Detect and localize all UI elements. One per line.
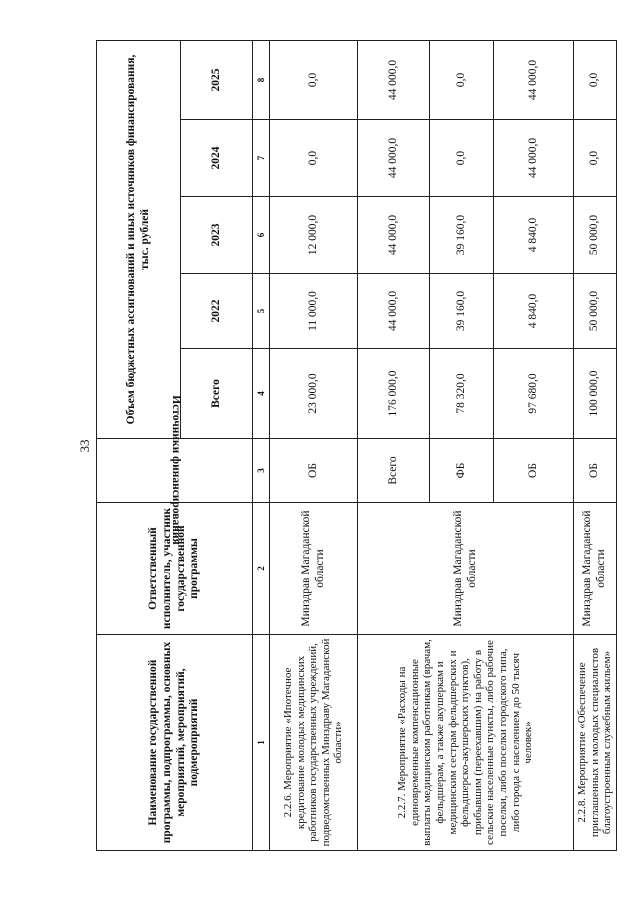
page-number: 33 [77,439,92,453]
value-total: 23 000,0 [270,349,358,439]
value-total: 97 680,0 [494,349,574,439]
source-cell: ОБ [574,439,617,503]
column-number: 6 [253,197,270,274]
value-2025: 0,0 [574,40,617,119]
header-row-main [97,40,181,850]
value-2023: 50 000,0 [574,197,617,274]
value-2023: 39 160,0 [430,197,494,274]
executor-cell: Минздрав Магаданской области [270,503,358,635]
column-number: 7 [253,120,270,197]
executor-cell: Минздрав Магаданской области [574,503,617,635]
value-2024: 0,0 [430,120,494,197]
activity-name: 2.2.8. Мероприятие «Обеспечение приглашенных и молодых специалистов благоустроенным служебным жильем» [574,635,617,851]
value-total: 176 000,0 [358,349,430,439]
source-cell: ОБ [270,439,358,503]
value-2023: 4 840,0 [494,197,574,274]
value-2022: 39 160,0 [430,274,494,349]
column-number: 4 [253,349,270,439]
value-2024: 44 000,0 [358,120,430,197]
value-2024: 44 000,0 [494,120,574,197]
column-number: 5 [253,274,270,349]
header-source-text: Источники финансирования [169,395,182,546]
value-2023: 12 000,0 [270,197,358,274]
column-number: 2 [253,503,270,635]
value-2022: 44 000,0 [358,274,430,349]
header-year-2025: 2025 [181,40,253,119]
column-number: 8 [253,40,270,119]
value-2025: 0,0 [270,40,358,119]
header-year-2022: 2022 [181,274,253,349]
value-2025: 44 000,0 [494,40,574,119]
executor-cell: Минздрав Магаданской области [358,503,574,635]
header-source [97,395,253,546]
activity-name: 2.2.6. Мероприятие «Ипотечное кредитование молодых медицинских работников государственных учреждений, подведомственных Минздраву Магаданской области» [270,635,358,851]
value-2022: 4 840,0 [494,274,574,349]
document-page [76,41,614,851]
source-cell: ОБ [494,439,574,503]
value-2022: 11 000,0 [270,274,358,349]
value-2024: 0,0 [574,120,617,197]
header-executor: Ответственный исполнитель, участник государственной программы [97,503,253,635]
value-2024: 0,0 [270,120,358,197]
header-year-2023: 2023 [181,197,253,274]
value-total: 100 000,0 [574,349,617,439]
source-cell: ФБ [430,439,494,503]
table-row [574,40,617,850]
value-2025: 0,0 [430,40,494,119]
column-number: 3 [253,439,270,503]
budget-table [96,40,617,851]
header-total: Всего [181,349,253,439]
value-2025: 44 000,0 [358,40,430,119]
table-row [358,40,430,850]
header-year-2024: 2024 [181,120,253,197]
header-budget: Объем бюджетных ассигнований и иных источников финансирования, тыс. рублей [97,40,181,438]
value-2023: 44 000,0 [358,197,430,274]
table-row [270,40,358,850]
value-total: 78 320,0 [430,349,494,439]
activity-name: 2.2.7. Мероприятие «Расходы на единовременные компенсационные выплаты медицинским работникам (врачам, фельдшерам, а также акушеркам и медицинским сестрам фельдшерских и фельдшерско-акушерских пунктов), прибывшим (переехавшим) на работу в сельские населенные пункты, либо рабочие поселки, либо поселки городского типа, либо города с населением до 50 тысяч человек» [358,635,574,851]
value-2022: 50 000,0 [574,274,617,349]
header-name: Наименование государственной программы, подпрограммы, основных мероприятий, мероприятий, подмероприятий [97,635,253,851]
source-cell: Всего [358,439,430,503]
column-number-row [253,40,270,850]
column-number: 1 [253,635,270,851]
